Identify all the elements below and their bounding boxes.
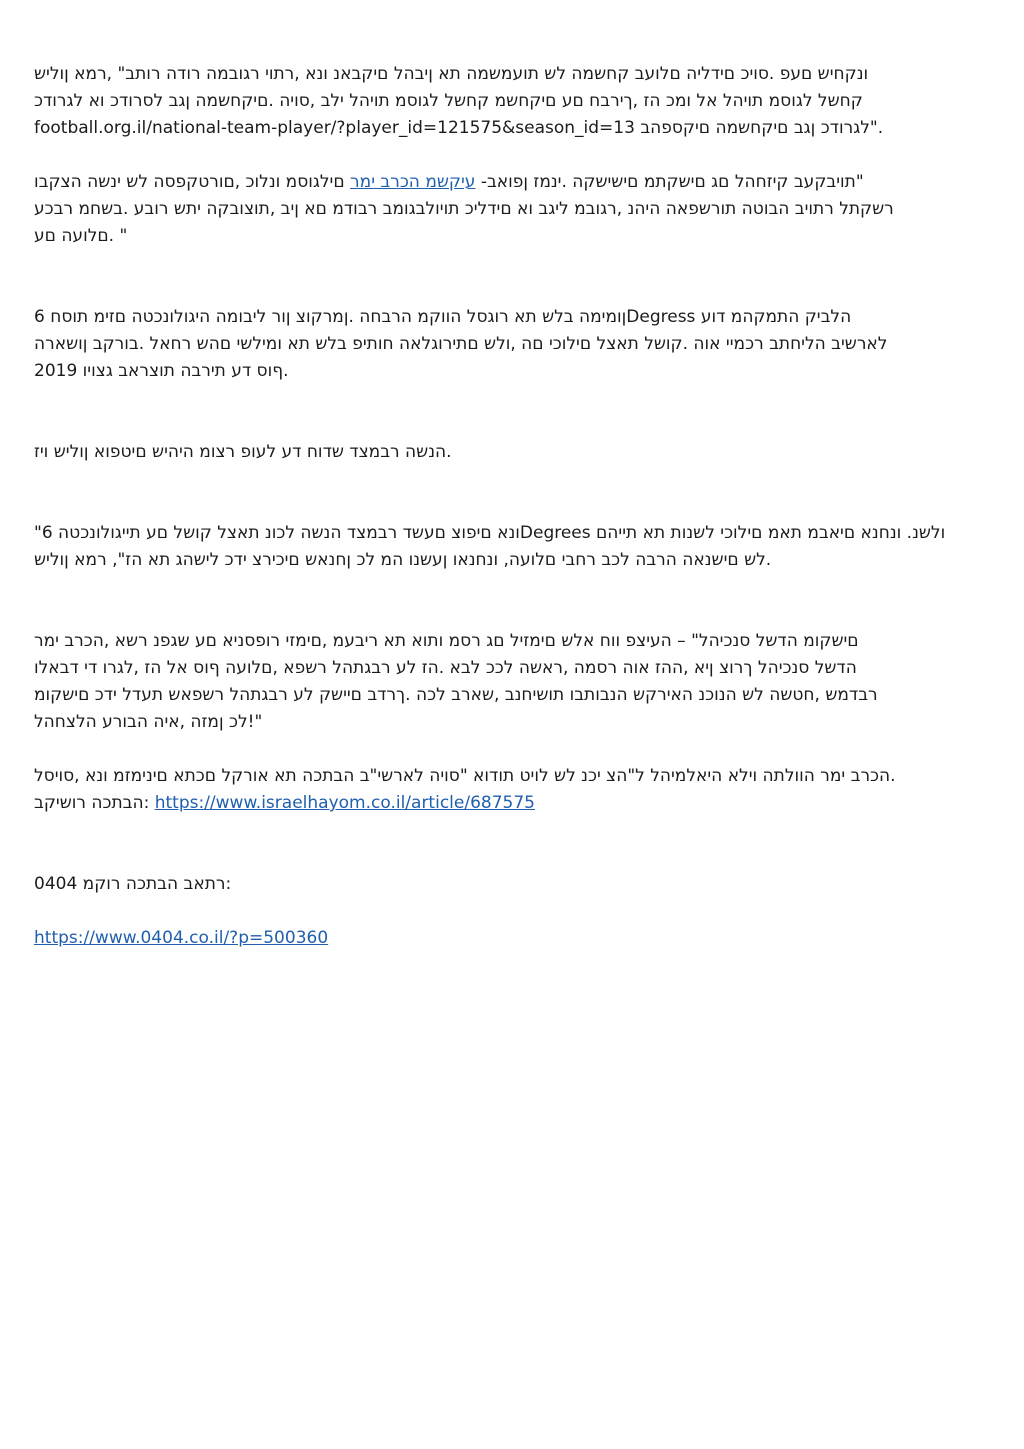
- source-label: 0404 רתאב הבתכה רוקמ:: [34, 874, 232, 894]
- paragraph-4-text: הנשה רבמצד שדוח דע לעופ רצומ היהיש םיטפוא ןוליש ויז.: [34, 442, 452, 462]
- paragraph-5: [34, 493, 990, 574]
- document-page: [34, 34, 990, 979]
- rami-bracha-link[interactable]: עיקשמ הכרב ימר: [350, 172, 476, 192]
- israelhayom-article-link[interactable]: https://www.israelhayom.co.il/article/687575: [154, 793, 535, 813]
- paragraph-3-text: ןומימה בלש תא רוגסל הווקמ הרבחה .ןמרקוצ ןור ליבומה היגולונכטה םזימ תוסח 6Degress הלביק התמקהמ דוע לארשיב הליחתב רכמיי אוה .קושל תאצל םילוכי םה ,ולש םתירוגלאה חותיפ בלש תא ומילשי םהש רחאל .בורקב ןושארה 2019 ףוס דע תירבה תוצראב גצויו.: [34, 307, 888, 381]
- paragraph-2: [34, 169, 990, 250]
- paragraph-8: [34, 844, 990, 898]
- paragraph-2-text-after: םילגוסמ ונלוכ ,םורטקפסה לש ינשה הצקבו" רשקתל רתויב הבוטה תורשפאה היהנ ,רגובמ ליגב וא םידליכ תויולבגומב רבודמ םא ןיב ,תוצובקה יתש רובע .בשחמ רבכע םלועה םע. ": [34, 172, 894, 246]
- paragraph-6-text: םישקומ הדשל סנכיהל" – העיצפ ווח אלש םימזיל םג רסמ ותוא תא ריבעמ ,םימזי רופסניא םע שגפנ רשא ,הכרב ימר הדשל סנכיהל ךרוצ ןיא ,ההז אוה רסמה ,ראשה לככ לבא .הז לע רבגתהל רשפא ,םלועה ףוס אל הז ,לגרו די דבאלו רבדמש ,חטשה לש הנוכנ האירקש הנבותבו תושיחנב ,שארב לכה .ךרדב םיישק לע רבגתהל רשפאש תעדל ידכ םישקומ לכ ןמזה ,איה הבורע הלצחהל!": [34, 631, 878, 732]
- paragraph-1: [34, 34, 990, 142]
- paragraph-2-text-before: תויבקעב קיזחהל םג םישקתמ םישישקה .ינמז ןפואב-: [475, 172, 856, 192]
- paragraph-5-text: "ונא םיפוצ םעשד רבמצד הנשה לכונ תאצל קושל םע תייגולונכטה 6Degrees ולשנ. ונחנא םיאבמ תאמ םילוכי לשנות תא תייהם לש םישנאה הרבה לכב רחבי םלועה, ונחנאו ןעשנו המ לכ ןחנאש םיכירצ ידכ לישהג תא הז", רמא ןוליש.: [34, 523, 946, 570]
- paragraph-9: [34, 925, 990, 952]
- paragraph-6: [34, 601, 990, 736]
- paragraph-1-text: ונקחיש םעפ .סויכ םידליה םלועב קחשמה לש תועמשמה תא ןיבהל םיקבאנ ונא ,רתוי רגובמה רודה רותב" ,רמא ןוליש קחשל לגוסמ תויהל אל ומכ הז ,ךירבח םע םיקחשמ קחשל לגוסמ תויהל ילב ,סויה .םיקחשמה ןגב לסרודכ וא לגרודכ football.org.il/national-team-player/?player_id=121575&season_id=13 לגרודכ ןגב םיקחשמה םיקספהב".: [34, 64, 884, 138]
- paragraph-4: [34, 412, 990, 466]
- paragraph-7-text: הכרב ימר הוולתה וילא היאלמיהל ל"הצ יכנ לש לויט תודוא "סויה לארשי"ב הבתכה תא אורקל םכתא םינימזמ ונא ,סויסל. הבתכה רושיקב:: [34, 766, 896, 813]
- source-0404-link[interactable]: https://www.0404.co.il/?p=500360: [34, 928, 329, 948]
- paragraph-7: [34, 763, 990, 817]
- paragraph-3: [34, 277, 990, 385]
